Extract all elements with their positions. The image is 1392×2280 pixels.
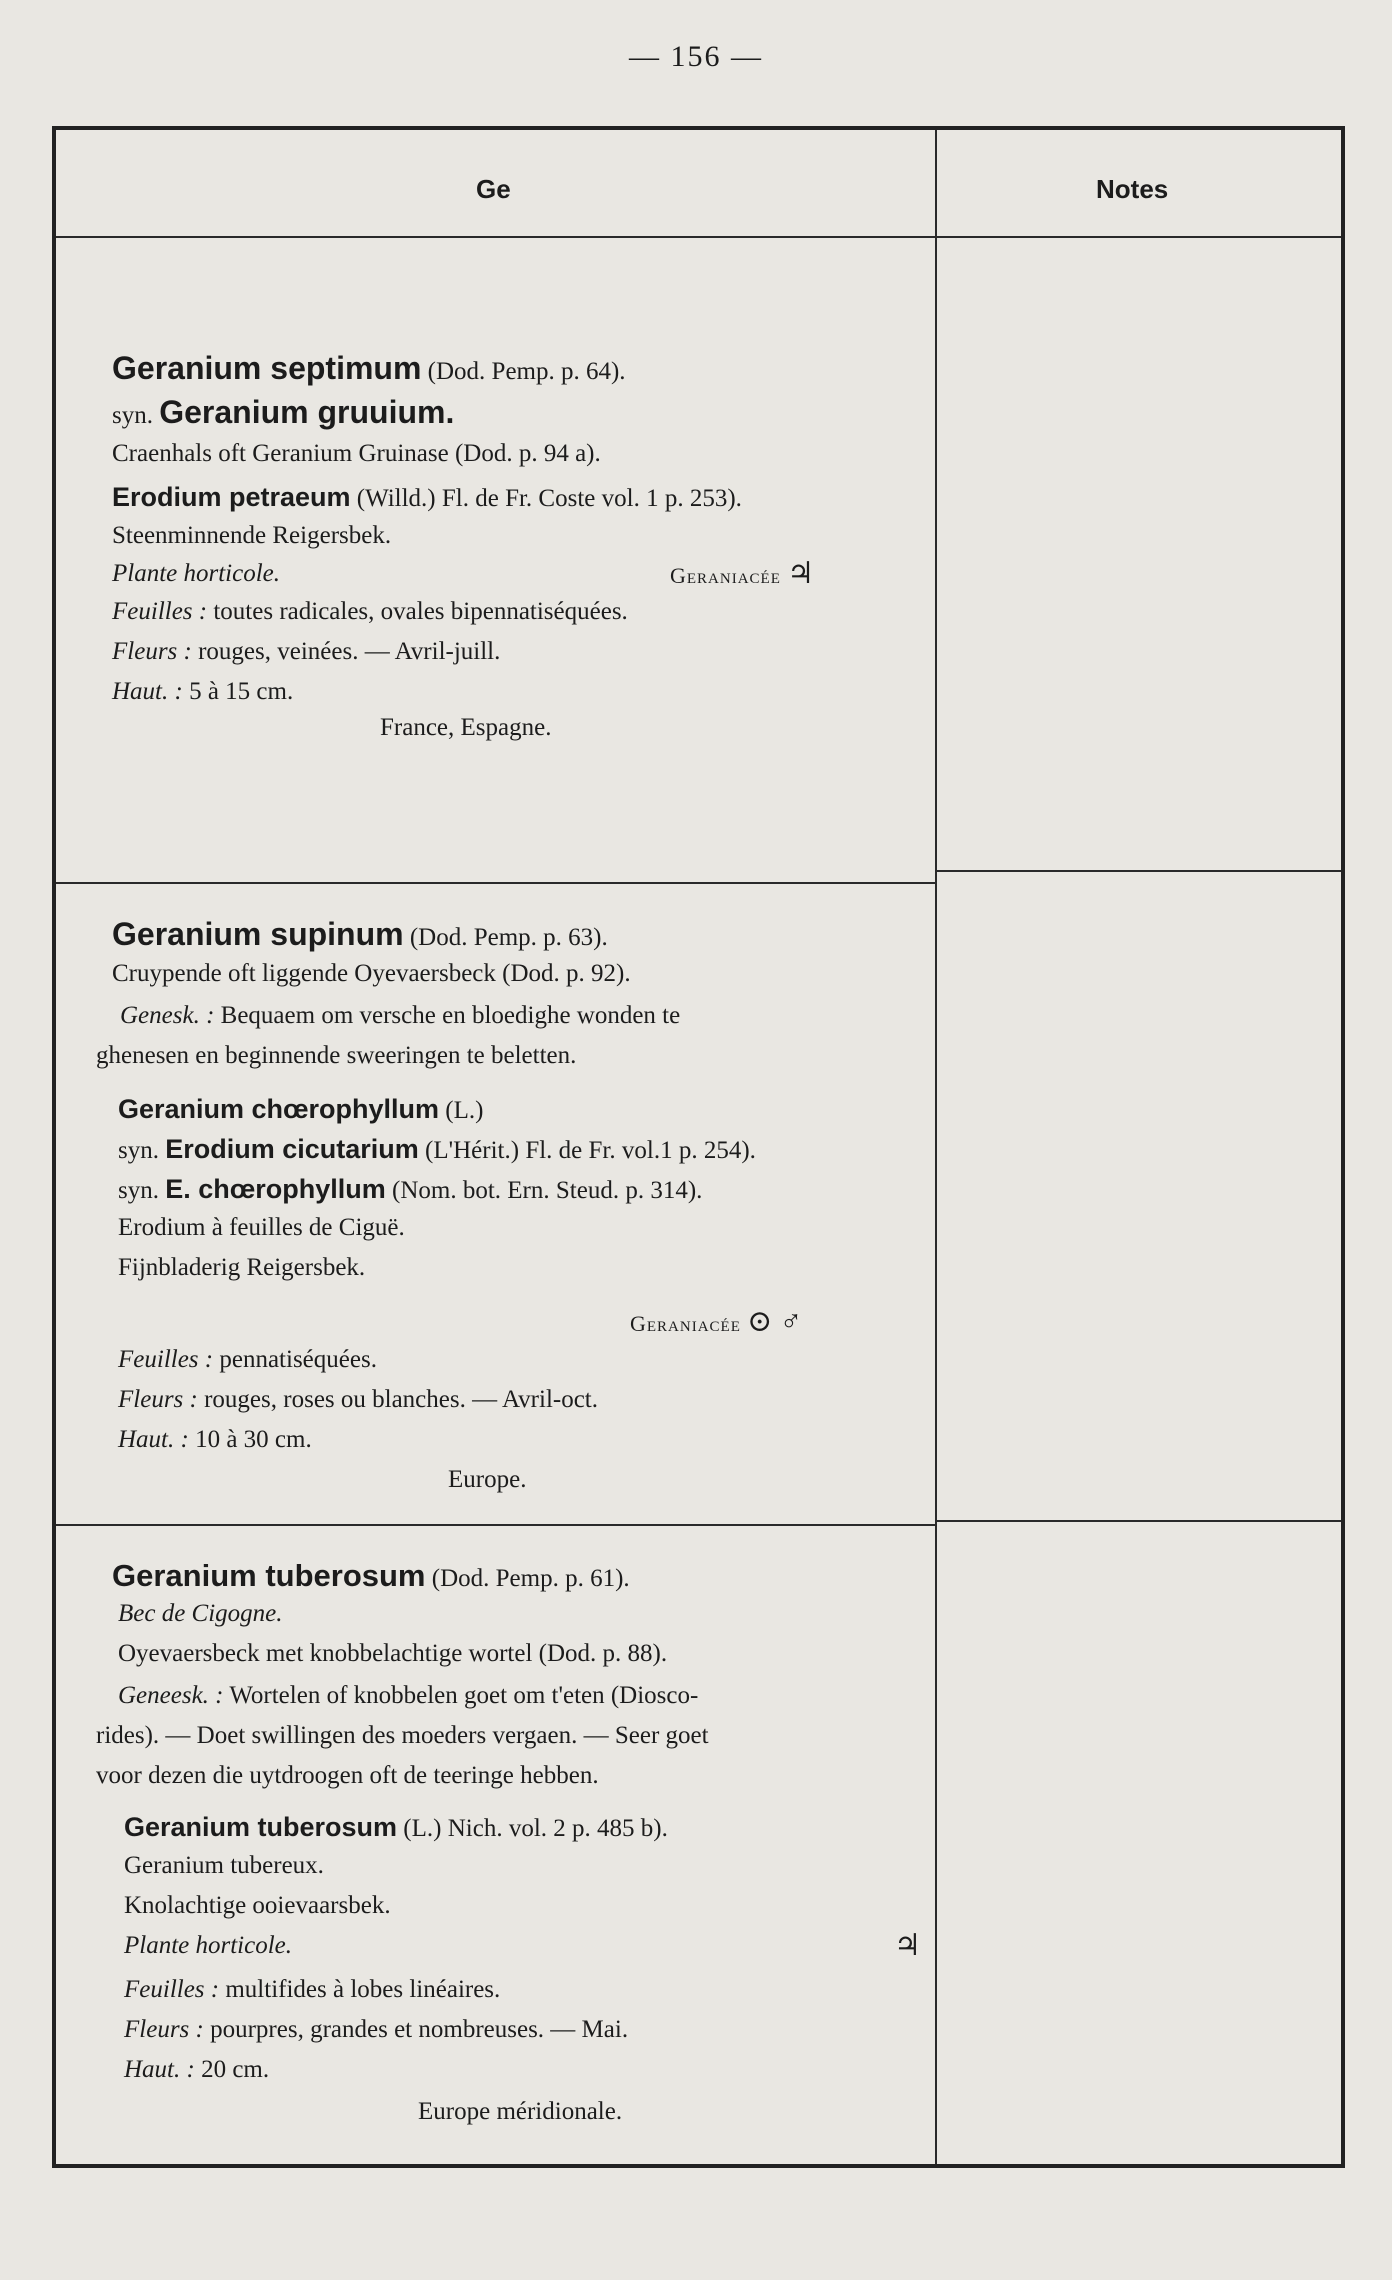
dutch-name: Cruypende oft liggende Oyevaersbeck (Dod. p. 92). xyxy=(112,960,631,987)
haut-label: Haut. : xyxy=(112,678,183,705)
sub-reference: (L.) Nich. vol. 2 p. 485 b). xyxy=(403,1815,668,1842)
feuilles-label: Feuilles : xyxy=(124,1976,220,2003)
species-name: Geranium septimum xyxy=(112,350,422,386)
row-divider-1 xyxy=(56,882,935,884)
feuilles-text: toutes radicales, ovales bipennatiséquées. xyxy=(213,598,628,625)
french-name: Bec de Cigogne. xyxy=(118,1600,283,1627)
synonym-name: Erodium cicutarium xyxy=(165,1134,419,1164)
genesk-text-2: ghenesen en beginnende sweeringen te beletten. xyxy=(96,1042,577,1069)
synonym-reference-2: (Nom. bot. Ern. Steud. p. 314). xyxy=(392,1177,703,1204)
geneesk-text-2: rides). — Doet swillingen des moeders vergaen. — Seer goet xyxy=(96,1722,709,1749)
sub-reference: (L.) xyxy=(445,1097,484,1124)
genesk-label: Genesk. : xyxy=(120,1002,215,1029)
feuilles-text: pennatiséquées. xyxy=(219,1346,377,1373)
species-reference: (Dod. Pemp. p. 61). xyxy=(431,1565,630,1592)
table-frame xyxy=(52,126,1345,2168)
row-divider-2-notes xyxy=(937,1520,1341,1522)
geneesk-label: Geneesk. : xyxy=(118,1682,224,1709)
species-reference: (Dod. Pemp. p. 64). xyxy=(427,358,626,385)
header-rule xyxy=(56,236,1341,238)
synonym-reference: (L'Hérit.) Fl. de Fr. vol.1 p. 254). xyxy=(425,1137,756,1164)
genesk-text-1: Bequaem om versche en bloedighe wonden te xyxy=(220,1002,681,1029)
haut-text: 20 cm. xyxy=(201,2056,270,2083)
haut-label: Haut. : xyxy=(124,2056,195,2083)
haut-label: Haut. : xyxy=(118,1426,189,1453)
column-header-notes: Notes xyxy=(1096,174,1169,204)
annual-male-symbol-icon: ⊙ ♂ xyxy=(747,1305,803,1338)
common-name: Steenminnende Reigersbek. xyxy=(112,522,392,549)
feuilles-label: Feuilles : xyxy=(118,1346,214,1373)
haut-text: 10 à 30 cm. xyxy=(195,1426,312,1453)
syn-label: syn. xyxy=(112,402,153,429)
modern-name: Erodium petraeum xyxy=(112,482,351,512)
geneesk-text-1: Wortelen of knobbelen goet om t'eten (Diosco- xyxy=(229,1682,699,1709)
common-name: Knolachtige ooievaarsbek. xyxy=(124,1892,391,1919)
region: France, Espagne. xyxy=(380,714,552,741)
haut-text: 5 à 15 cm. xyxy=(189,678,294,705)
horticole-note: Plante horticole. xyxy=(124,1932,293,1959)
page-number: — 156 — xyxy=(629,40,763,73)
fleurs-label: Fleurs : xyxy=(124,2016,204,2043)
species-reference: (Dod. Pemp. p. 63). xyxy=(409,924,608,951)
synonym-name-2: E. chœrophyllum xyxy=(165,1174,386,1204)
family-name: Geraniacée xyxy=(670,563,781,588)
perennial-symbol-icon: ♃ xyxy=(894,1929,921,1962)
dutch-name: Craenhals oft Geranium Gruinase (Dod. p. 94 a). xyxy=(112,440,601,467)
french-name: Erodium à feuilles de Ciguë. xyxy=(118,1214,405,1241)
region: Europe méridionale. xyxy=(418,2098,623,2125)
feuilles-text: multifides à lobes linéaires. xyxy=(225,1976,501,2003)
sub-name: Geranium chœrophyllum xyxy=(118,1094,440,1124)
dutch-name: Oyevaersbeck met knobbelachtige wortel (Dod. p. 88). xyxy=(118,1640,668,1667)
fleurs-text: pourpres, grandes et nombreuses. — Mai. xyxy=(210,2016,629,2043)
french-common-name: Geranium tubereux. xyxy=(124,1852,324,1879)
syn-label-2: syn. xyxy=(118,1177,159,1204)
row-divider-2 xyxy=(56,1524,935,1526)
species-name: Geranium tuberosum xyxy=(112,1558,426,1593)
row-divider-1-notes xyxy=(937,870,1341,872)
synonym-name: Geranium gruuium. xyxy=(159,394,455,430)
family-name: Geraniacée xyxy=(630,1311,741,1336)
fleurs-text: rouges, veinées. — Avril-juill. xyxy=(198,638,501,665)
column-divider xyxy=(935,130,937,2164)
species-name: Geranium supinum xyxy=(112,916,404,952)
perennial-symbol-icon: ♃ xyxy=(787,557,815,590)
modern-reference: (Willd.) Fl. de Fr. Coste vol. 1 p. 253). xyxy=(356,485,742,512)
syn-label: syn. xyxy=(118,1137,159,1164)
sub-name: Geranium tuberosum xyxy=(124,1812,398,1842)
feuilles-label: Feuilles : xyxy=(112,598,208,625)
fleurs-label: Fleurs : xyxy=(118,1386,198,1413)
horticole-note: Plante horticole. xyxy=(112,560,281,587)
common-name: Fijnbladerig Reigersbek. xyxy=(118,1254,366,1281)
fleurs-text: rouges, roses ou blanches. — Avril-oct. xyxy=(204,1386,599,1413)
column-header-ge: Ge xyxy=(476,174,511,204)
region: Europe. xyxy=(448,1466,527,1493)
geneesk-text-3: voor dezen die uytdroogen oft de teeringe hebben. xyxy=(96,1762,599,1789)
fleurs-label: Fleurs : xyxy=(112,638,192,665)
